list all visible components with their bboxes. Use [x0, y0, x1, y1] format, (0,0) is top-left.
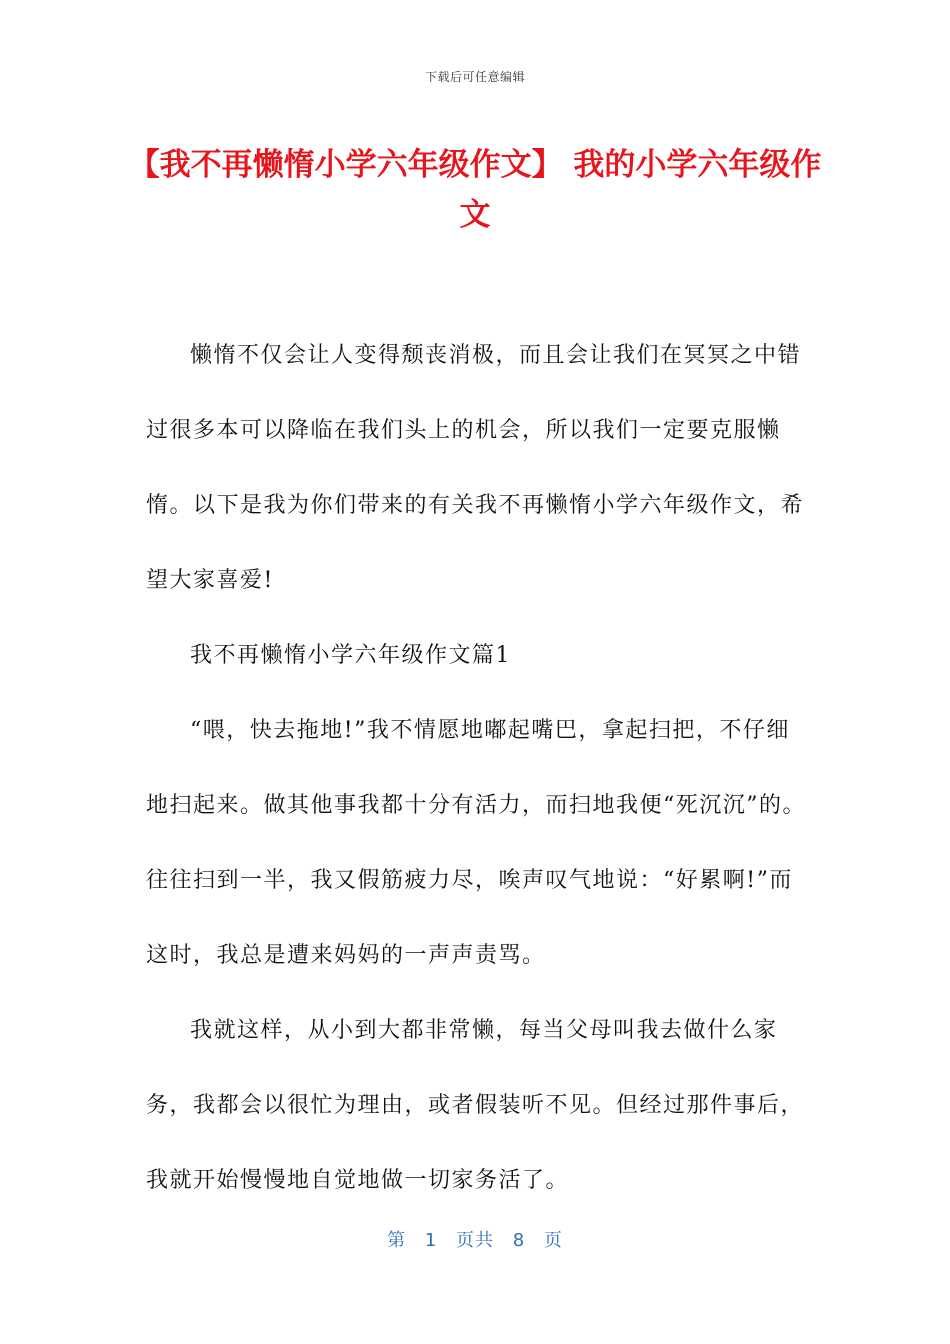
footer-middle: 页共: [456, 1230, 494, 1251]
footer-current-page: 1: [424, 1230, 438, 1251]
footer-suffix: 页: [543, 1230, 563, 1251]
document-body: [146, 318, 806, 1218]
section-heading: 我不再懒惰小学六年级作文篇1: [190, 643, 511, 668]
header-note: 下载后可任意编辑: [424, 70, 525, 84]
page-footer: [0, 1226, 950, 1252]
paragraph-story-1: “喂，快去拖地!”我不情愿地嘟起嘴巴，拿起扫把，不仔细地扫起来。做其他事我都十分有活力，而扫地我便“死沉沉”的。往往扫到一半，我又假筋疲力尽，唉声叹气地说：“好累啊!”而这时，我总是遭来妈妈的一声声责骂。: [146, 718, 806, 968]
footer-total-pages: 8: [512, 1230, 526, 1251]
document-title: 【我不再懒惰小学六年级作文】 我的小学六年级作文: [128, 147, 822, 233]
paragraph-intro: 懒惰不仅会让人变得颓丧消极，而且会让我们在冥冥之中错过很多本可以降临在我们头上的机会，所以我们一定要克服懒惰。以下是我为你们带来的有关我不再懒惰小学六年级作文，希望大家喜爱!: [146, 343, 805, 593]
paragraph-story-2: 我就这样，从小到大都非常懒，每当父母叫我去做什么家务，我都会以很忙为理由，或者假装听不见。但经过那件事后，我就开始慢慢地自觉地做一切家务活了。: [146, 1018, 805, 1193]
footer-prefix: 第: [387, 1230, 407, 1251]
